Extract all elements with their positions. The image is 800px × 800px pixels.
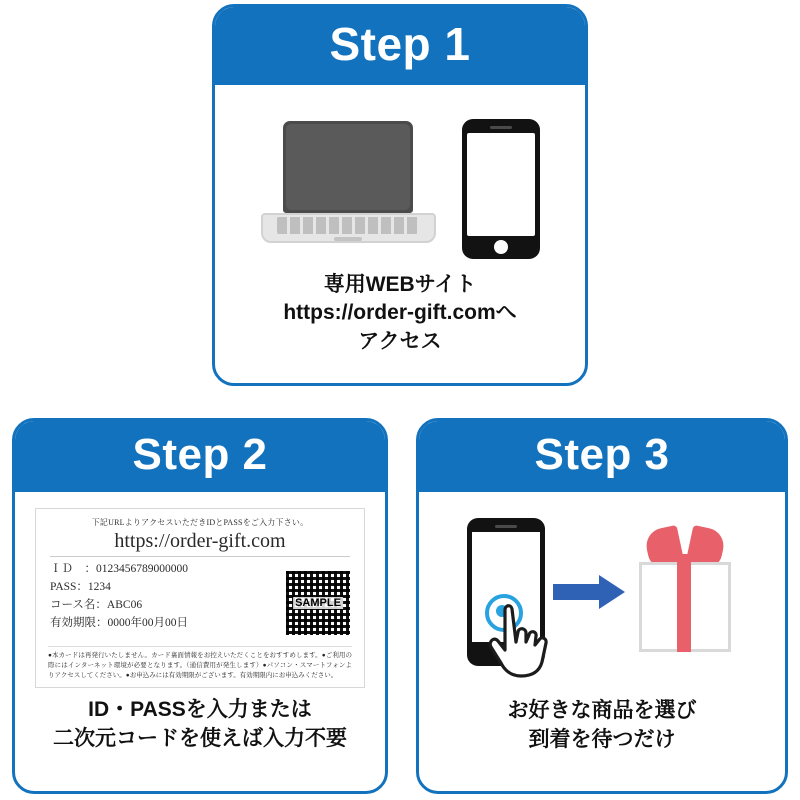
- step-1-caption-line-1: 専用WEBサイト: [323, 273, 477, 297]
- pointing-hand-icon: [485, 602, 559, 678]
- gift-card-field-expiry: 有効期限：0000年00月00日: [50, 616, 188, 629]
- step-1-caption-line-2: https://order-gift.comへ: [283, 301, 517, 325]
- phone-home-button: [494, 240, 508, 254]
- arrow-head: [599, 575, 625, 609]
- arrow-right-icon: [553, 575, 625, 609]
- step-2-caption-line-2: 二次元コードを使えば入力不要: [53, 726, 347, 750]
- step-2-caption-line-1: ID・PASSを入力または: [88, 698, 312, 722]
- step-1-body: [215, 85, 585, 383]
- gift-card-url: https://order-gift.com: [50, 530, 350, 557]
- step-3-title: Step 3: [419, 421, 785, 492]
- step-1-card: [212, 4, 588, 386]
- step-3-caption-line-1: お好きな商品を選び: [507, 699, 697, 723]
- gift-card-note: 下記URLよりアクセスいただきIDとPASSをご入力下さい。: [91, 518, 309, 528]
- gift-ribbon-band: [677, 562, 691, 652]
- step-3-card: [416, 418, 788, 794]
- gift-card-fine-print: ●本カードは再発行いたしません。カード裏面情報をお控えいただくことをおすすめします。●ご利用の際にはインターネット環境が必要となります。（通信費用が発生します）●パソコン・スマートフォンよりアクセスしてください。●お申込みには有効期限がございます。有効期限内にお申込みください。: [48, 646, 352, 680]
- step-3-body: [419, 492, 785, 791]
- laptop-icon: [261, 121, 436, 259]
- gift-box-icon: [633, 528, 737, 656]
- qr-sample-label: SAMPLE: [295, 597, 341, 610]
- device-illustration: [261, 109, 540, 259]
- phone-speaker: [495, 525, 517, 528]
- arrow-shaft: [553, 584, 601, 600]
- step-3-caption-line-2: 到着を待つだけ: [528, 727, 676, 751]
- phone-screen: [467, 133, 535, 236]
- step-2-card: [12, 418, 388, 794]
- step-3-illustration: [467, 504, 737, 679]
- laptop-screen-inner: [286, 124, 410, 210]
- laptop-screen: [283, 121, 413, 213]
- step-2-title: Step 2: [15, 421, 385, 492]
- gift-card-fields: [50, 561, 265, 632]
- smartphone-tap-icon: [467, 518, 545, 666]
- gift-card-field-id: ＩＤ ：0123456789000000: [50, 563, 188, 576]
- gift-card-field-pass: PASS：1234: [50, 581, 111, 594]
- smartphone-icon: [462, 119, 540, 259]
- step-3-caption: [508, 697, 697, 754]
- step-2-caption: [53, 696, 347, 753]
- phone-speaker: [490, 126, 512, 129]
- step-1-caption: [283, 271, 516, 356]
- step-2-body: [15, 492, 385, 791]
- qr-code-icon: [286, 571, 350, 635]
- step-1-title: Step 1: [215, 7, 585, 85]
- laptop-keyboard: [277, 217, 420, 234]
- gift-card-field-course: コース名：ABC06: [50, 599, 143, 612]
- laptop-trackpad: [334, 237, 362, 241]
- step-1-caption-line-3: アクセス: [358, 329, 442, 353]
- gift-card-illustration: [35, 508, 365, 688]
